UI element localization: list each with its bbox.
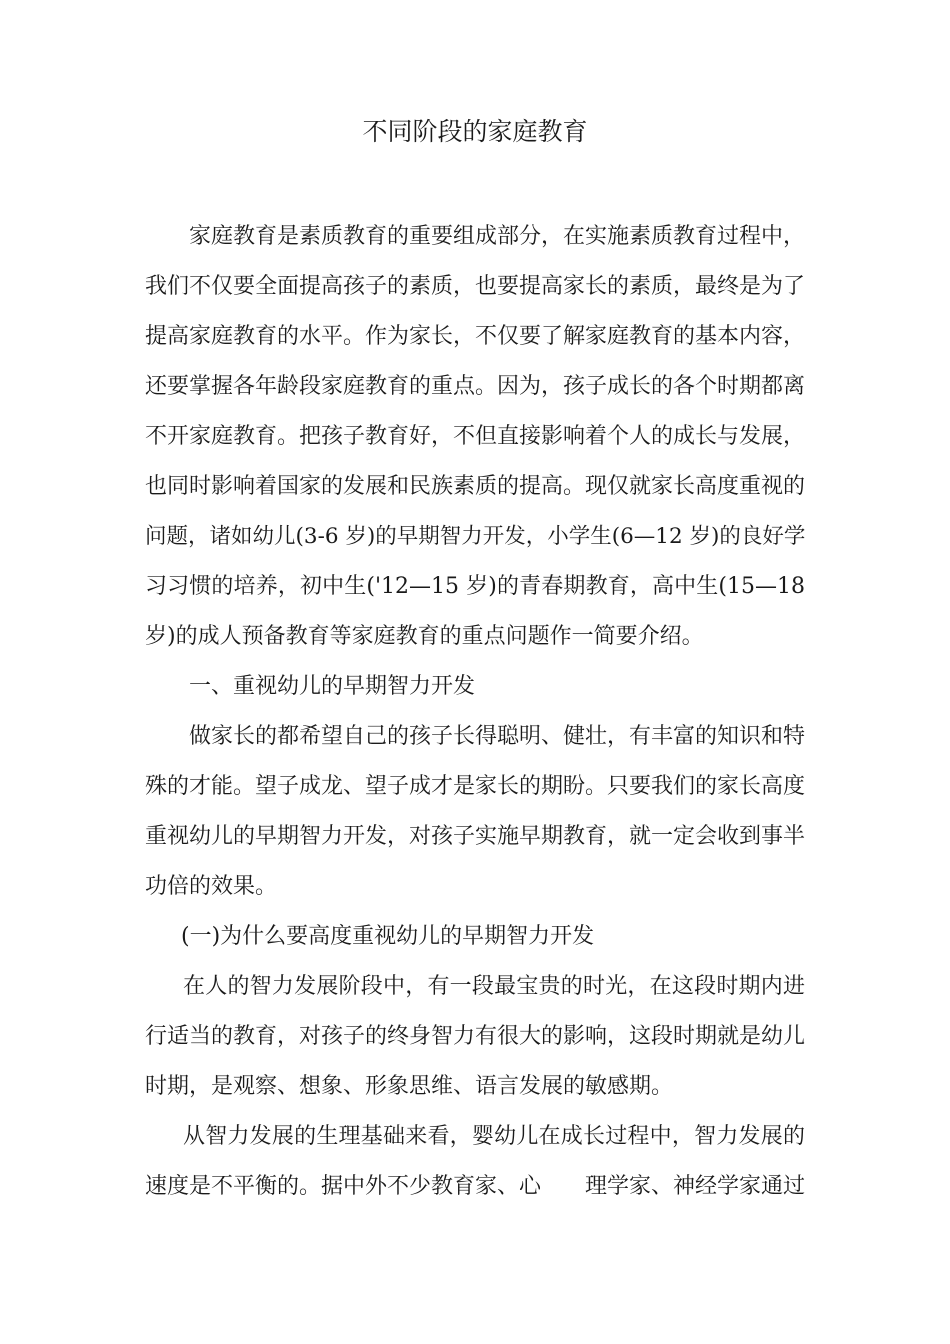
paragraph-line: 岁)的成人预备教育等家庭教育的重点问题作一简要介绍。 bbox=[145, 624, 704, 649]
paragraph-line: 殊的才能。望子成龙、望子成才是家长的期盼。只要我们的家长高度 bbox=[145, 774, 806, 799]
paragraph-line: 速度是不平衡的。据中外不少教育家、心 理学家、神经学家通过 bbox=[145, 1174, 806, 1199]
paragraph-line: 还要掌握各年龄段家庭教育的重点。因为，孩子成长的各个时期都离 bbox=[145, 374, 806, 399]
paragraph-line: 行适当的教育，对孩子的终身智力有很大的影响，这段时期就是幼儿 bbox=[145, 1024, 806, 1049]
section-heading: 一、重视幼儿的早期智力开发 bbox=[189, 674, 476, 699]
document-body bbox=[145, 212, 805, 1212]
paragraph-line: 从智力发展的生理基础来看，婴幼儿在成长过程中，智力发展的 bbox=[183, 1124, 805, 1149]
paragraph-line: 不开家庭教育。把孩子教育好，不但直接影响着个人的成长与发展， bbox=[145, 424, 806, 449]
paragraph-line: 提高家庭教育的水平。作为家长，不仅要了解家庭教育的基本内容， bbox=[145, 324, 806, 349]
paragraph-line: 我们不仅要全面提高孩子的素质，也要提高家长的素质，最终是为了 bbox=[145, 274, 806, 299]
paragraph-line: 重视幼儿的早期智力开发，对孩子实施早期教育，就一定会收到事半 bbox=[145, 824, 806, 849]
paragraph-line: 功倍的效果。 bbox=[145, 874, 278, 899]
paragraph-line: 也同时影响着国家的发展和民族素质的提高。现仅就家长高度重视的 bbox=[145, 474, 806, 499]
subsection-heading: (一)为什么要高度重视幼儿的早期智力开发 bbox=[181, 924, 595, 949]
paragraph-line: 在人的智力发展阶段中，有一段最宝贵的时光，在这段时期内进 bbox=[183, 974, 805, 999]
paragraph-line: 时期，是观察、想象、形象思维、语言发展的敏感期。 bbox=[145, 1074, 674, 1099]
paragraph-line: 做家长的都希望自己的孩子长得聪明、健壮，有丰富的知识和特 bbox=[189, 724, 806, 749]
paragraph-line: 问题，诸如幼儿(3-6 岁)的早期智力开发，小学生(6—12 岁)的良好学 bbox=[145, 524, 806, 549]
document-title: 不同阶段的家庭教育 bbox=[362, 117, 588, 146]
paragraph-line: 家庭教育是素质教育的重要组成部分，在实施素质教育过程中， bbox=[189, 224, 806, 249]
paragraph-line: 习习惯的培养，初中生('12—15 岁)的青春期教育，高中生(15—18 bbox=[145, 574, 805, 599]
